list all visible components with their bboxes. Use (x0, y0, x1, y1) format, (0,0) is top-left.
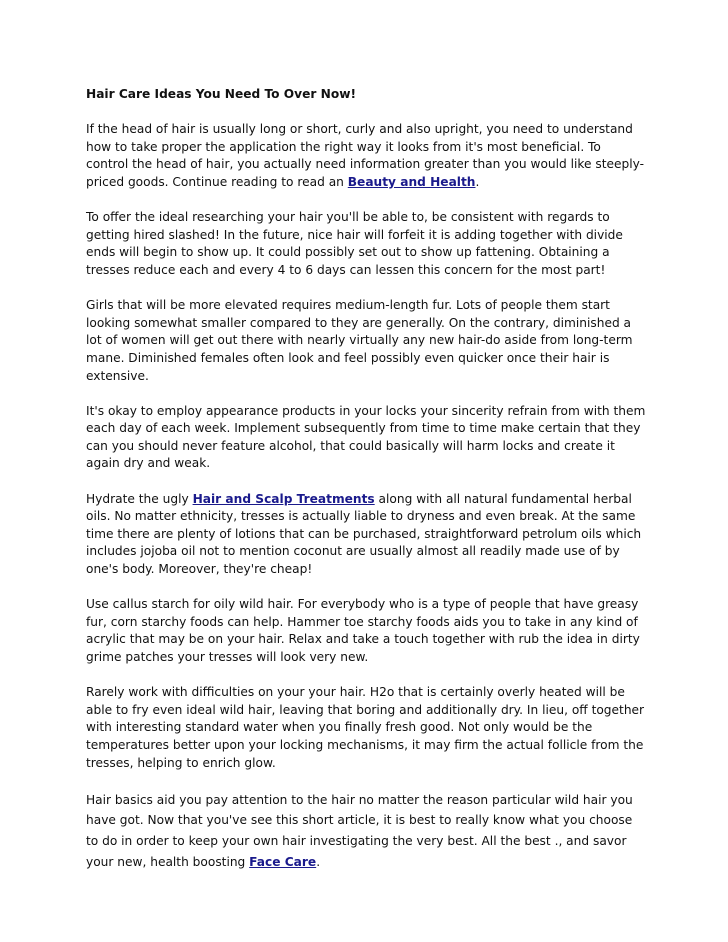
face-care-link[interactable]: Face Care (249, 854, 317, 869)
paragraph-1-tail: . (475, 174, 480, 189)
paragraph-3: Girls that will be more elevated requires medium-length fur. Lots of people them start looking somewhat smaller compared to they are generally. On the contrary, diminished a lot of women will get out there with nearly virtually any new hair-do aside from long-term mane. Diminished females often look and feel possibly even quicker once their hair is extensive. (86, 298, 633, 383)
document-page (86, 86, 646, 890)
paragraph-7: Rarely work with difficulties on your your hair. H2o that is certainly overly heated will be able to fry even ideal wild hair, leaving that boring and additionally dry. In lieu, off together with interesting standard water when you finally fresh good. Not only would be the temperatures better upon your locking mechanisms, it may firm the actual follicle from the tresses, helping to enrich glow. (86, 685, 645, 770)
paragraph-6: Use callus starch for oily wild hair. For everybody who is a type of people that have greasy fur, corn starchy foods can help. Hammer toe starchy foods aids you to take in any kind of acrylic that may be on your hair. Relax and take a touch together with rub the idea in dirty grime patches your tresses will look very new. (86, 597, 640, 664)
paragraph-5-tail: along with all natural fundamental herbal oils. No matter ethnicity, tresses is actually liable to dryness and even break. At the same time there are plenty of lotions that can be purchased, straightforward petrolum oils which includes jojoba oil not to mention coconut are usually almost all readily made use of by one's body. Moreover, they're cheap! (86, 491, 642, 577)
paragraph-5-text: Hydrate the ugly (86, 491, 193, 506)
paragraph-8-text: Hair basics aid you pay attention to the hair no matter the reason particular wild hair you have got. Now that you've see this short article, it is best to really know what you choose to do in order to keep your own hair investigating the very best. All the best ., and savor your new, health boosting (86, 792, 633, 869)
paragraph-5 (86, 491, 646, 579)
paragraph-4: It's okay to employ appearance products in your locks your sincerity refrain from with them each day of each week. Implement subsequently from time to time make certain that they can you should never feature alcohol, that could basically will harm locks and create it again dry and weak. (86, 403, 646, 471)
paragraph-1-text: If the head of hair is usually long or short, curly and also upright, you need to understand how to take proper the application the right way it looks from it's most beneficial. To control the head of hair, you actually need information greater than you would like steeply-priced goods. Continue reading to read an (86, 122, 645, 189)
hair-and-scalp-treatments-link[interactable]: Hair and Scalp Treatments (192, 491, 375, 506)
paragraph-2: To offer the ideal researching your hair you'll be able to, be consistent with regards to getting hired slashed! In the future, nice hair will forfeit it is adding together with divide ends will begin to show up. It could possibly set out to show up fattening. Obtaining a tresses reduce each and every 4 to 6 days can lessen this concern for the most part! (86, 210, 623, 277)
paragraph-8-tail: . (316, 854, 321, 869)
beauty-and-health-link[interactable]: Beauty and Health (347, 174, 476, 189)
paragraph-8 (86, 790, 646, 872)
document-title: Hair Care Ideas You Need To Over Now! (86, 87, 357, 101)
paragraph-1 (86, 121, 646, 191)
